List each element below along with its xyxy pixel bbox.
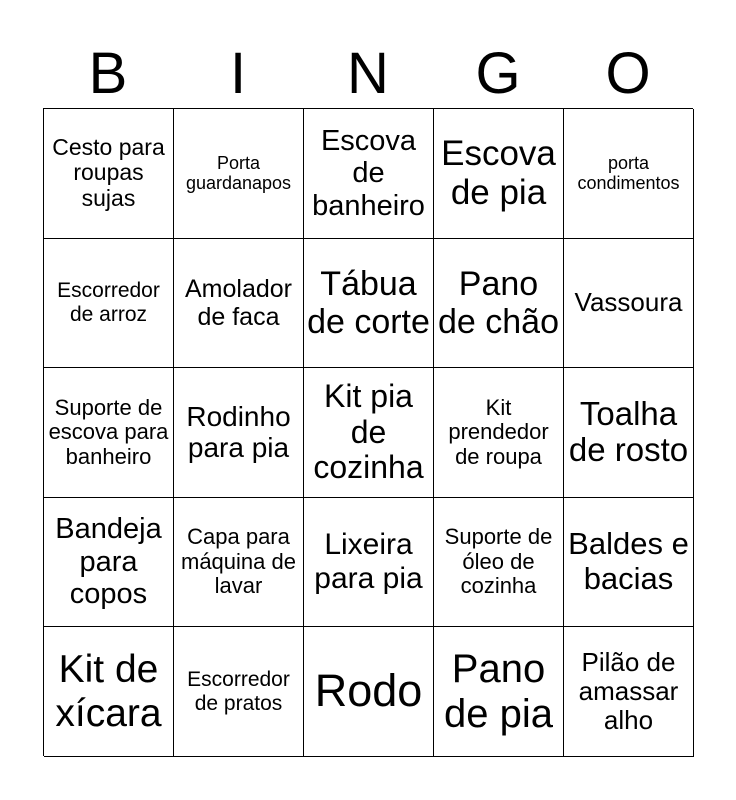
bingo-cell: Escova de banheiro — [304, 109, 434, 239]
bingo-cell: Toalha de rosto — [564, 368, 694, 498]
bingo-cell: Rodo — [304, 627, 434, 757]
bingo-cell: Amolador de faca — [174, 239, 304, 369]
bingo-cell: Escorredor de pratos — [174, 627, 304, 757]
bingo-cell: Tábua de corte — [304, 239, 434, 369]
header-letter-i: I — [229, 41, 247, 106]
bingo-cell: Pilão de amassar alho — [564, 627, 694, 757]
bingo-cell: Porta guardanapos — [174, 109, 304, 239]
bingo-cell: Suporte de óleo de cozinha — [434, 498, 564, 628]
bingo-cell: Pano de chão — [434, 239, 564, 369]
bingo-cell: Kit pia de cozinha — [304, 368, 434, 498]
bingo-cell: Cesto para roupas sujas — [44, 109, 174, 239]
bingo-cell: Lixeira para pia — [304, 498, 434, 628]
bingo-cell: Bandeja para copos — [44, 498, 174, 628]
bingo-cell: Escova de pia — [434, 109, 564, 239]
bingo-cell: Kit prendedor de roupa — [434, 368, 564, 498]
header-letter-n: N — [347, 41, 389, 106]
header-letter-g: G — [475, 41, 521, 106]
header-letter-b: B — [88, 41, 128, 106]
bingo-cell: Suporte de escova para banheiro — [44, 368, 174, 498]
bingo-cell: Vassoura — [564, 239, 694, 369]
bingo-cell: Rodinho para pia — [174, 368, 304, 498]
header-letter-o: O — [605, 41, 651, 106]
bingo-header — [43, 40, 693, 108]
bingo-cell: Pano de pia — [434, 627, 564, 757]
bingo-cell: Capa para máquina de lavar — [174, 498, 304, 628]
bingo-cell: Kit de xícara — [44, 627, 174, 757]
bingo-card-grid — [43, 108, 693, 756]
bingo-cell: Escorredor de arroz — [44, 239, 174, 369]
bingo-cell: Baldes e bacias — [564, 498, 694, 628]
bingo-cell: porta condimentos — [564, 109, 694, 239]
